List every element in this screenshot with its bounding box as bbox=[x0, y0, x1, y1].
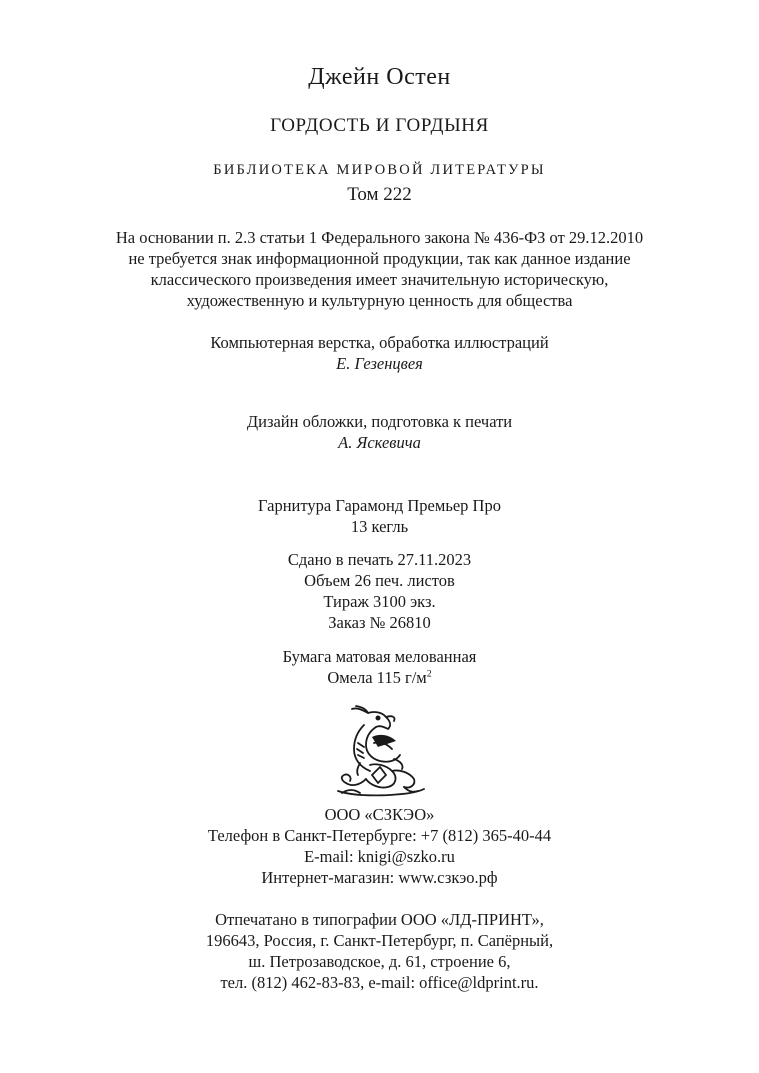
paper-weight-value: Омела 115 г/м bbox=[327, 668, 427, 687]
publisher-shop: Интернет-магазин: www.сзкэо.рф bbox=[261, 868, 498, 887]
print-info-line: Сдано в печать 27.11.2023 bbox=[287, 550, 472, 569]
print-info-line: Заказ № 26810 bbox=[328, 613, 431, 632]
print-info-line: Тираж 3100 экз. bbox=[323, 592, 436, 611]
paper-type: Бумага матовая мелованная bbox=[282, 647, 477, 666]
legal-notice-line: классического произведения имеет значительную историческую, bbox=[150, 270, 609, 289]
printer-line: тел. (812) 462-83-83, e-mail: office@ldprint.ru. bbox=[220, 973, 539, 992]
typeface-size: 13 кегль bbox=[350, 517, 409, 536]
printer-line: ш. Петрозаводское, д. 61, строение 6, bbox=[248, 952, 511, 971]
dragon-emblem-icon bbox=[330, 703, 430, 799]
publisher-phone: Телефон в Санкт-Петербурге: +7 (812) 365-40-44 bbox=[207, 826, 552, 845]
print-info-line: Объем 26 печ. листов bbox=[304, 571, 455, 590]
printer-line: Отпечатано в типографии ООО «ЛД-ПРИНТ», bbox=[215, 910, 544, 929]
volume-number: Том 222 bbox=[347, 184, 412, 205]
paper-weight bbox=[0, 667, 759, 688]
cover-credit-role: Дизайн обложки, подготовка к печати bbox=[246, 412, 513, 431]
book-title: ГОРДОСТЬ И ГОРДЫНЯ bbox=[270, 115, 489, 136]
publisher-name: ООО «СЗКЭО» bbox=[324, 805, 435, 824]
paper-weight-unit-exponent: 2 bbox=[426, 668, 432, 680]
legal-notice-line: На основании п. 2.3 статьи 1 Федерального закона № 436-ФЗ от 29.12.2010 bbox=[115, 228, 644, 247]
layout-credit-name: Е. Гезенцвея bbox=[336, 354, 423, 373]
legal-notice-line: художественную и культурную ценность для общества bbox=[186, 291, 573, 310]
legal-notice-line: не требуется знак информационной продукции, так как данное издание bbox=[128, 249, 631, 268]
typeface-font: Гарнитура Гарамонд Премьер Про bbox=[258, 496, 501, 515]
series-name: БИБЛИОТЕКА МИРОВОЙ ЛИТЕРАТУРЫ bbox=[213, 162, 546, 178]
author-name: Джейн Остен bbox=[308, 64, 451, 90]
printer-line: 196643, Россия, г. Санкт-Петербург, п. Сапёрный, bbox=[205, 931, 554, 950]
publisher-email: E-mail: knigi@szko.ru bbox=[304, 847, 455, 866]
layout-credit-role: Компьютерная верстка, обработка иллюстраций bbox=[210, 333, 549, 352]
cover-credit-name: А. Яскевича bbox=[338, 433, 421, 452]
